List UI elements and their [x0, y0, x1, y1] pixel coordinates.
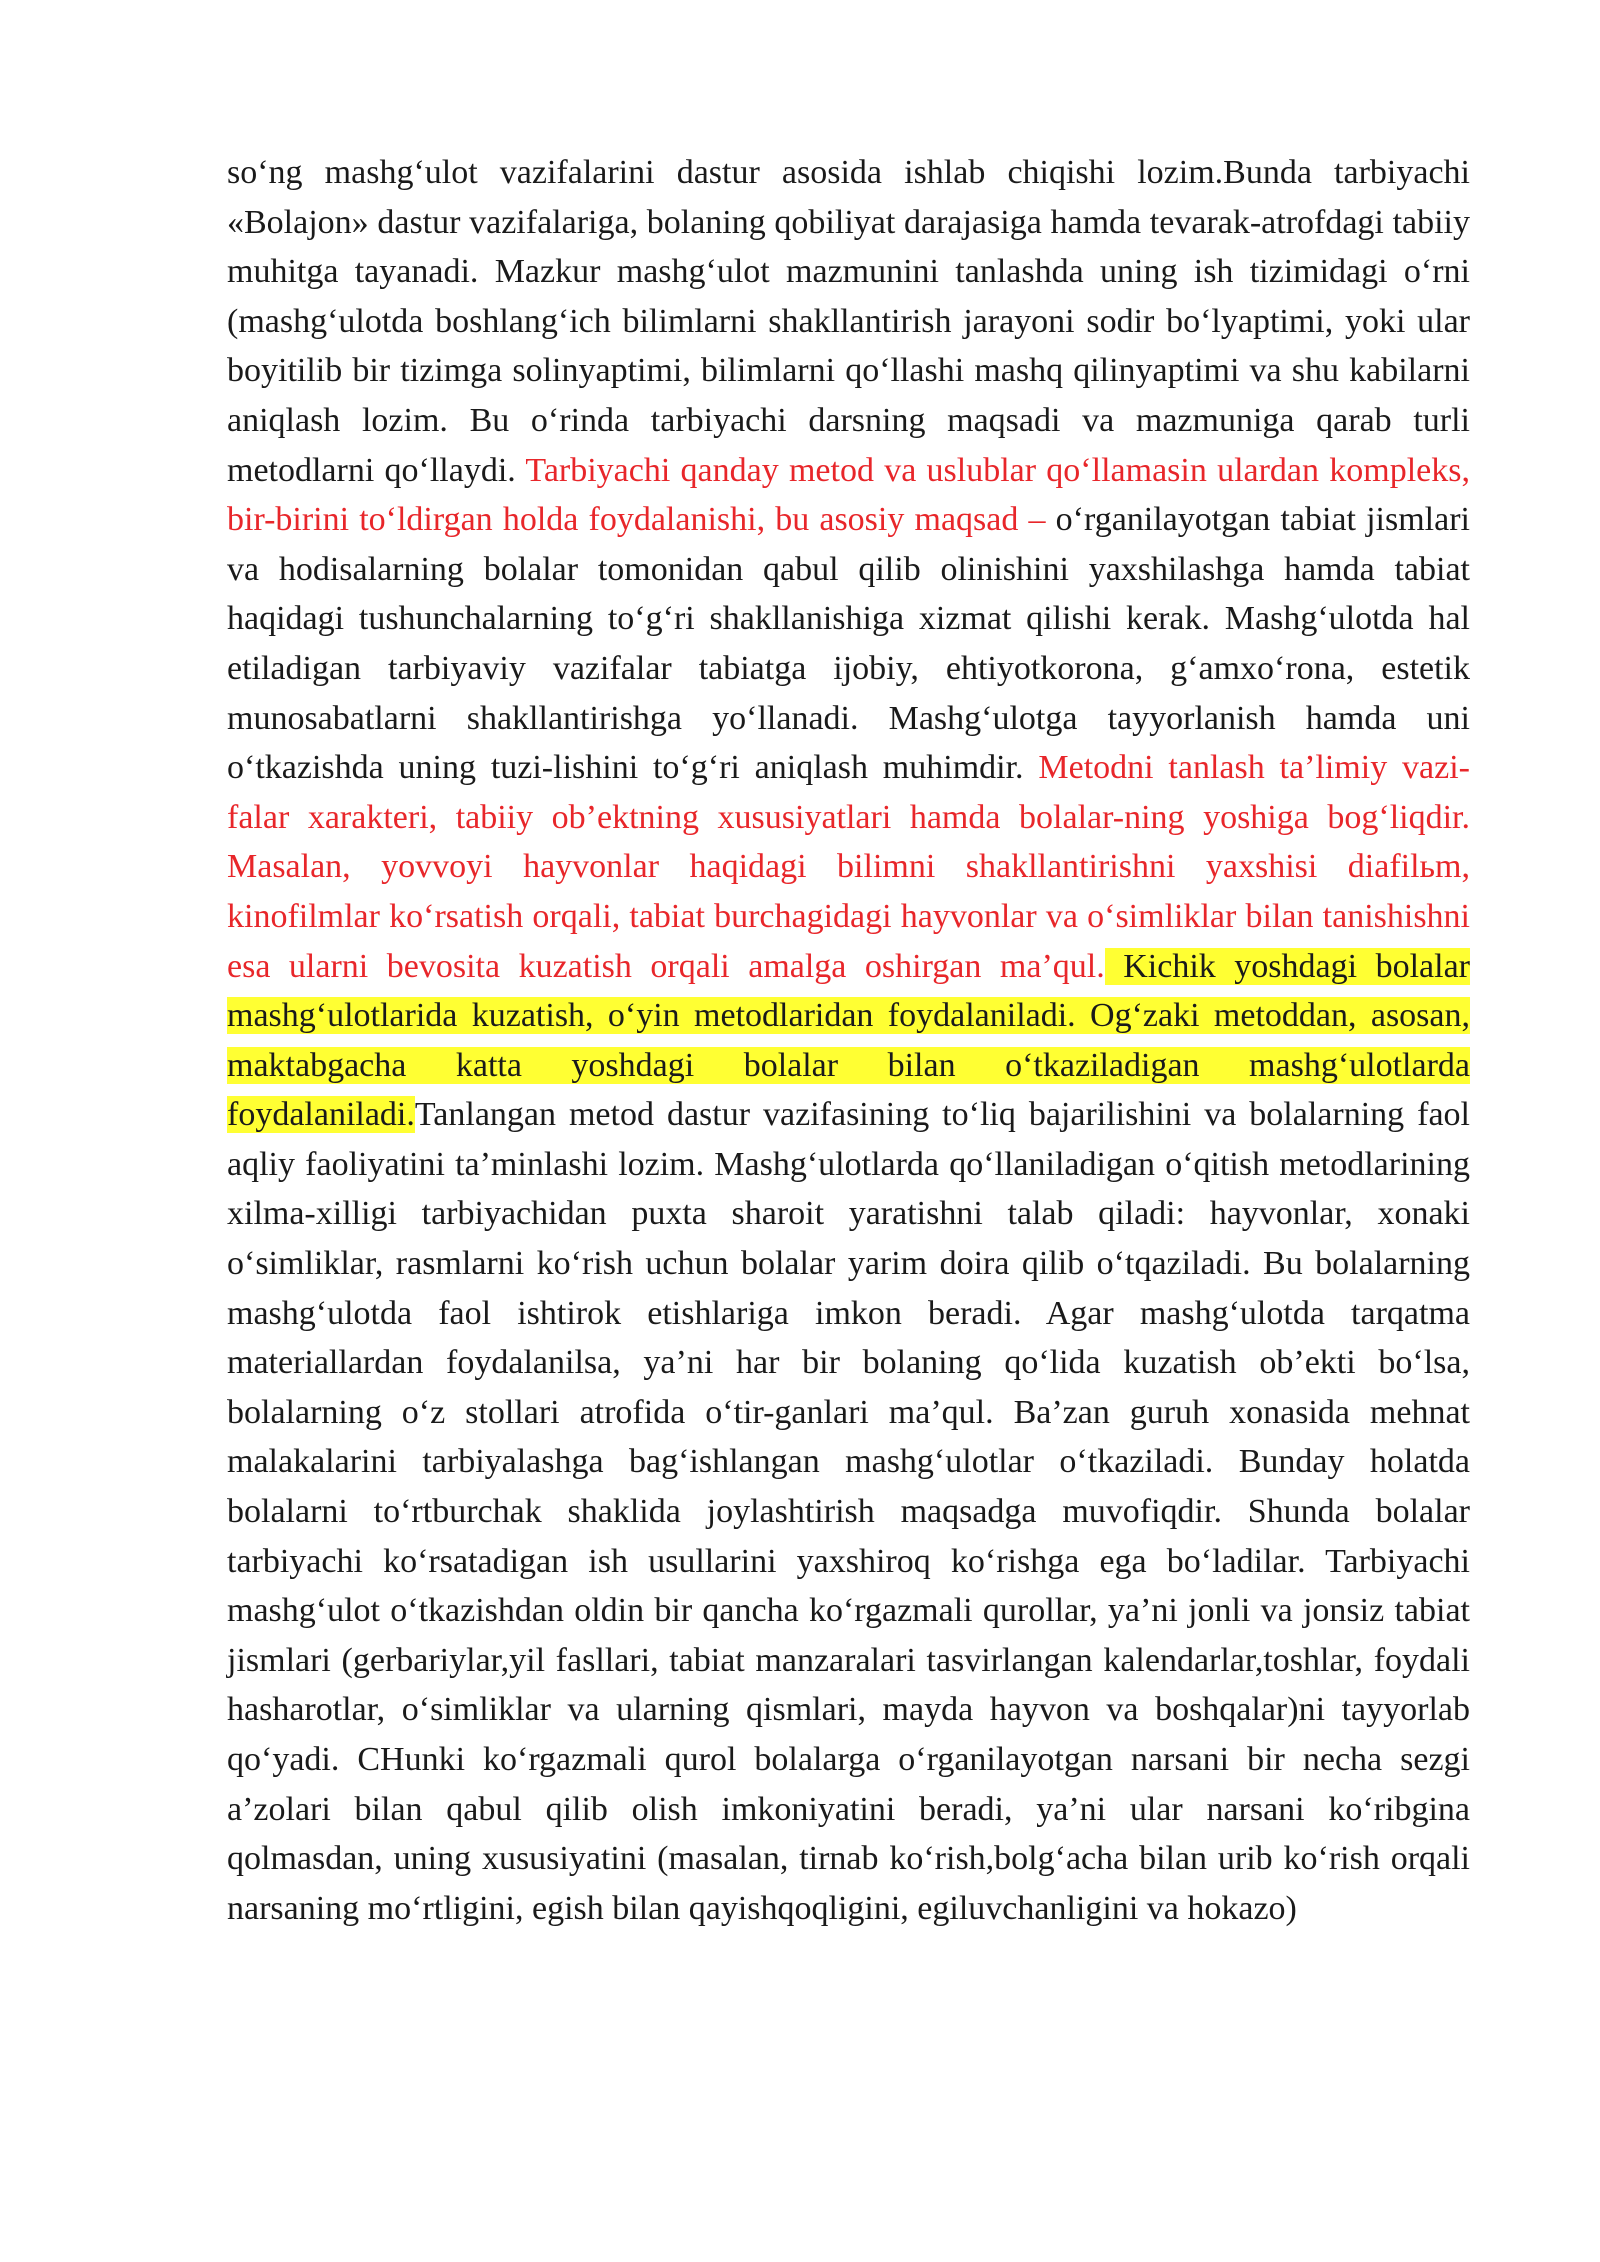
text-segment-red: Tarbiyachi qanday metod va uslublar qo‘llamasin ulardan kompleks, bir-birini to‘ldirgan holda foydalanishi, bu asosiy maqsad – [227, 451, 1470, 539]
text-segment-plain: Tanlangan metod dastur vazifasining to‘liq bajarilishini va bolalarning faol aqliy faoliyatini ta’minlashi lozim. Mashg‘ulotlarda qo‘llaniladigan o‘qitish metodlarining xilma-xilligi tarbiyachidan puxta sharoit yaratishni talab qiladi: hayvonlar, xonaki o‘simliklar, rasmlarni ko‘rish uchun bolalar yarim doira qilib o‘tqaziladi. Bu bolalarning mashg‘ulotda faol ishtirok etishlariga imkon beradi. Agar mashg‘ulotda tarqatma materiallardan foydalanilsa, ya’ni har bir bolaning qo‘lida kuzatish ob’ekti bo‘lsa, bolalarning o‘z stollari atrofida o‘tir-ganlari ma’qul. Ba’zan guruh xonasida mehnat malakalarini tarbiyalashga bag‘ishlangan mashg‘ulotlar o‘tkaziladi. Bunday holatda bolalarni to‘rtburchak shaklida joylashtirish maqsadga muvofiqdir. Shunda bolalar tarbiyachi ko‘rsatadigan ish usullarini yaxshiroq ko‘rishga ega bo‘ladilar. Tarbiyachi mashg‘ulot o‘tkazishdan oldin bir qancha ko‘rgazmali qurollar, ya’ni jonli va jonsiz tabiat jismlari (gerbariylar,yil fasllari, tabiat manzaralari tasvirlangan kalendarlar,toshlar, foydali hasharotlar, o‘simliklar va ularning qismlari, mayda hayvon va boshqalar)ni tayyorlab qo‘yadi. CHunki ko‘rgazmali qurol bolalarga o‘rganilayotgan narsani bir necha sezgi a’zolari bilan qabul qilib olish imkoniyatini beradi, ya’ni ular narsani ko‘ribgina qolmasdan, uning xususiyatini (masalan, tirnab ko‘rish,bolg‘acha bilan urib ko‘rish orqali narsaning mo‘rtligini, egish bilan qayishqoqligini, egiluvchanligini va hokazo) [227, 1096, 1470, 1927]
text-segment-plain: o‘rganilayotgan tabiat jismlari va hodisalarning bolalar tomonidan qabul qilib olinishini yaxshilashga hamda tabiat haqidagi tushunchalarning to‘g‘ri shakllanishiga xizmat qilishi kerak. Mashg‘ulotda hal etiladigan tarbiyaviy vazifalar tabiatga ijobiy, ehtiyotkorona, g‘amxo‘rona, estetik munosabatlarni shakllantirishga yo‘llanadi. Mashg‘ulotga tayyorlanish hamda uni o‘tkazishda uning tuzi-lishini to‘g‘ri aniqlash muhimdir. [227, 501, 1470, 787]
body-paragraph [227, 148, 1470, 1933]
text-segment-red: Metodni tanlash ta’limiy vazi-falar xarakteri, tabiiy ob’ektning xususiyatlari hamda bolalar-ning yoshiga bog‘liqdir. Masalan, yovvoyi hayvonlar haqidagi bilimni shakllantirishni yaxshisi diafilьm, kinofilmlar ko‘rsatish orqali, tabiat burchagidagi hayvonlar va o‘simliklar bilan tanishishni esa ularni bevosita kuzatish orqali amalga oshirgan ma’qul. [227, 749, 1470, 985]
document-page [227, 148, 1470, 1933]
text-segment-plain: so‘ng mashg‘ulot vazifalarini dastur asosida ishlab chiqishi lozim.Bunda tarbiyachi «Bolajon» dastur vazifalariga, bolaning qobiliyat darajasiga hamda tevarak-atrofdagi tabiiy muhitga tayanadi. Mazkur mashg‘ulot mazmunini tanlashda uning ish tizimidagi o‘rni (mashg‘ulotda boshlang‘ich bilimlarni shakllantirish jarayoni sodir bo‘lyaptimi, yoki ular boyitilib bir tizimga solinyaptimi, bilimlarni qo‘llashi mashq qilinyaptimi va shu kabilarni aniqlash lozim. Bu o‘rinda tarbiyachi darsning maqsadi va mazmuniga qarab turli metodlarni qo‘llaydi. [227, 154, 1470, 489]
text-segment-highlighted: Kichik yoshdagi bolalar mashg‘ulotlarida kuzatish, o‘yin metodlaridan foydalaniladi. Og‘zaki metoddan, asosan, maktabgacha katta yoshdagi bolalar bilan o‘tkaziladigan mashg‘ulotlarda foydalaniladi. [227, 947, 1470, 1134]
